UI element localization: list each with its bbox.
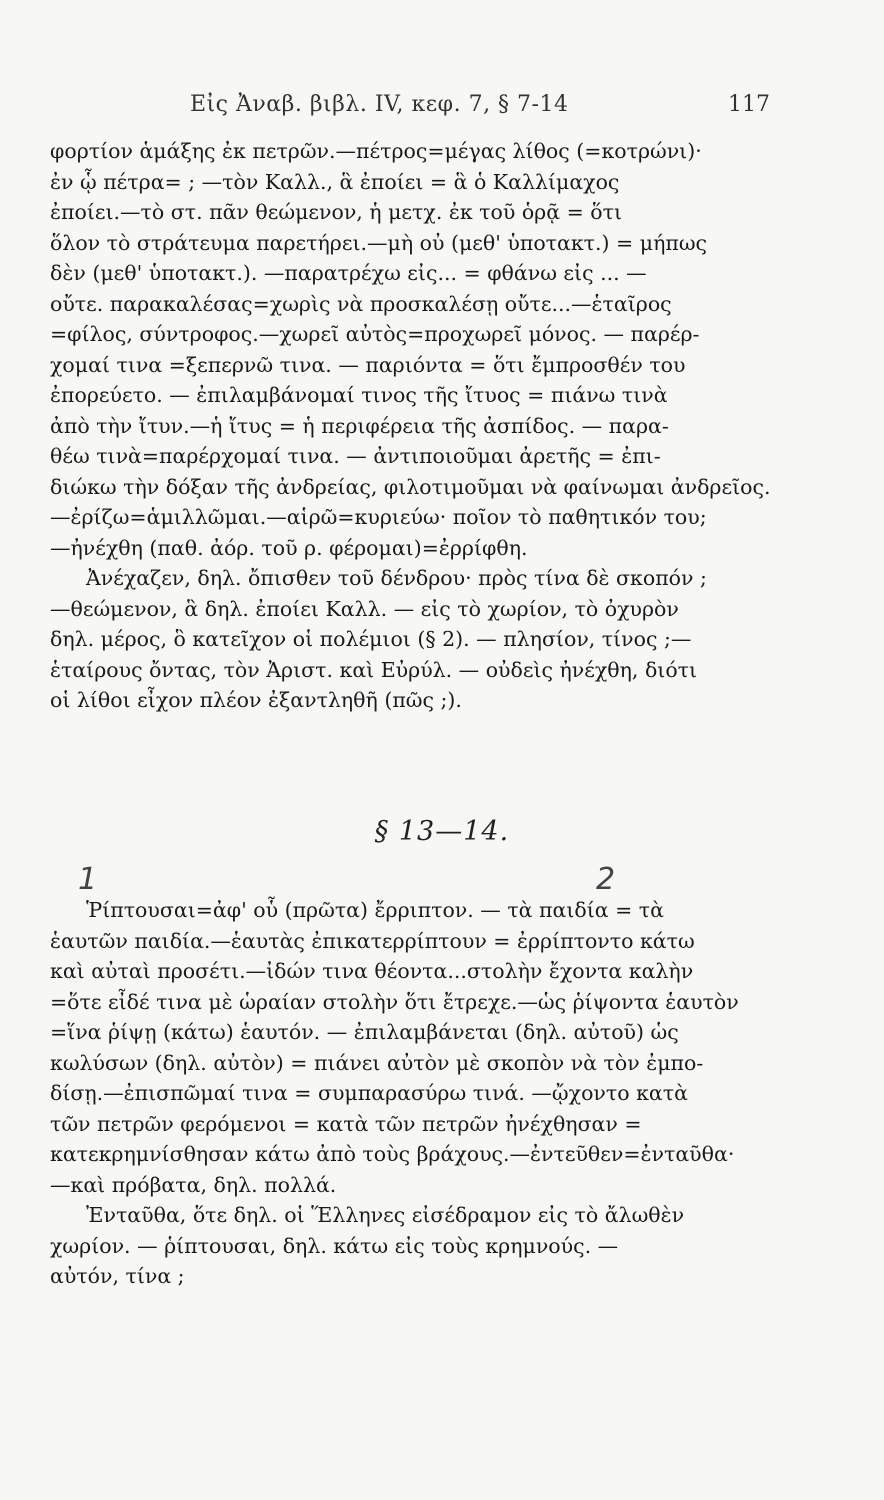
section-heading: § 13—14. <box>374 816 510 847</box>
text-line: =φίλος, σύντροφος.—χωρεῖ αὐτὸς=προχωρεῖ μόνος. — παρέρ- <box>50 322 700 346</box>
text-line: —ἐρίζω=ἁμιλλῶμαι.—αἱρῶ=κυριεύω· ποῖον τὸ παθητικόν του; <box>50 505 707 529</box>
text-line: δίσῃ.—ἐπισπῶμαί τινα = συμπαρασύρω τινά. —ᾤχοντο κατὰ <box>50 1081 688 1105</box>
text-line: κατεκρημνίσθησαν κάτω ἀπὸ τοὺς βράχους.—ἐντεῦθεν=ἐνταῦθα· <box>50 1142 735 1166</box>
text-line: =ὅτε εἶδέ τινα μὲ ὡραίαν στολὴν ὅτι ἔτρεχε.—ὡς ῥίψοντα ἑαυτὸν <box>50 989 739 1014</box>
text-line: διώκω τὴν δόξαν τῆς ἀνδρείας, φιλοτιμοῦμαι νὰ φαίνωμαι ἀνδρεῖος. <box>50 474 771 499</box>
text-line: χομαί τινα =ξεπερνῶ τινα. — παριόντα = ὅτι ἔμπροσθέν του <box>50 352 686 377</box>
page-header <box>0 92 884 122</box>
text-line: —ἠνέχθη (παθ. ἀόρ. τοῦ ρ. φέρομαι)=ἐρρίφθη. <box>50 535 528 560</box>
text-line: —θεώμενον, ἃ δηλ. ἐποίει Καλλ. — εἰς τὸ χωρίον, τὸ ὀχυρὸν <box>50 596 679 621</box>
text-line: θέω τινὰ=παρέρχομαί τινα. — ἀντιποιοῦμαι ἀρετῆς = ἐπι- <box>50 444 661 468</box>
commentary-block-2 <box>50 895 840 1292</box>
text-line: δὲν (μεθ' ὑποτακτ.). —παρατρέχω εἰς... = φθάνω εἰς ... — <box>50 261 647 285</box>
running-title: Εἰς Ἀναβ. βιβλ. IV, κεφ. 7, § 7-14 <box>190 92 569 117</box>
text-line: Ἐνταῦθα, ὅτε δηλ. οἱ Ἕλληνες εἰσέδραμον εἰς τὸ ἄλωθὲν <box>86 1203 685 1227</box>
commentary-block-1 <box>50 136 840 716</box>
text-line: ἐπορεύετο. — ἐπιλαμβάνομαί τινος τῆς ἴτυος = πιάνω τινὰ <box>50 383 668 407</box>
text-line: ἑαυτῶν παιδία.—ἑαυτὰς ἐπικατερρίπτουν = ἐρρίπτοντο κάτω <box>50 928 695 953</box>
text-line: τῶν πετρῶν φερόμενοι = κατὰ τῶν πετρῶν ἠνέχθησαν = <box>50 1111 642 1136</box>
page-number: 117 <box>728 92 770 117</box>
handwritten-note: 1 <box>78 862 98 897</box>
text-line: ἀπὸ τὴν ἴτυν.—ἡ ἴτυς = ἡ περιφέρεια τῆς ἀσπίδος. — παρα- <box>50 413 669 438</box>
text-line: αὐτόν, τίνα ; <box>50 1264 185 1288</box>
text-line: Ἀνέχαζεν, δηλ. ὄπισθεν τοῦ δένδρου· πρὸς τίνα δὲ σκοπόν ; <box>86 566 707 590</box>
text-line: ἐποίει.—τὸ στ. πᾶν θεώμενον, ἡ μετχ. ἐκ τοῦ ὁρᾷ = ὅτι <box>50 200 623 224</box>
text-line: κωλύσων (δηλ. αὐτὸν) = πιάνει αὐτὸν μὲ σκοπὸν νὰ τὸν ἐμπο- <box>50 1050 704 1075</box>
text-line: ἑταίρους ὄντας, τὸν Ἀριστ. καὶ Εὐρύλ. — οὐδεὶς ἠνέχθη, διότι <box>50 657 698 682</box>
text-line: χωρίον. — ῥίπτουσαι, δηλ. κάτω εἰς τοὺς κρημνούς. — <box>50 1233 619 1258</box>
text-line: —καὶ πρόβατα, δηλ. πολλά. <box>50 1172 337 1197</box>
text-line: οἱ λίθοι εἶχον πλέον ἐξαντληθῆ (πῶς ;). <box>50 688 462 712</box>
text-line: φορτίον ἁμάξης ἐκ πετρῶν.—πέτρος=μέγας λίθος (=κοτρώνι)· <box>50 139 702 163</box>
text-line: καὶ αὐταὶ προσέτι.—ἰδών τινα θέοντα...στολὴν ἔχοντα καλὴν <box>50 959 694 983</box>
text-line: ὅλον τὸ στράτευμα παρετήρει.—μὴ οὐ (μεθ' ὑποτακτ.) = μήπως <box>50 230 708 255</box>
text-line: =ἵνα ῥίψῃ (κάτω) ἑαυτόν. — ἐπιλαμβάνεται (δηλ. αὐτοῦ) ὡς <box>50 1020 679 1044</box>
handwritten-note: 2 <box>596 862 616 897</box>
text-line: Ῥίπτουσαι=ἀφ' οὗ (πρῶτα) ἔρριπτον. — τὰ παιδία = τὰ <box>86 898 664 922</box>
text-line: οὔτε. παρακαλέσας=χωρὶς νὰ προσκαλέσῃ οὔτε...—ἑταῖρος <box>50 291 672 316</box>
text-line: ἐν ᾧ πέτρα= ; —τὸν Καλλ., ἃ ἐποίει = ἃ ὁ Καλλίμαχος <box>50 169 620 194</box>
text-line: δηλ. μέρος, ὃ κατεῖχον οἱ πολέμιοι (§ 2). — πλησίον, τίνος ;— <box>50 627 692 651</box>
